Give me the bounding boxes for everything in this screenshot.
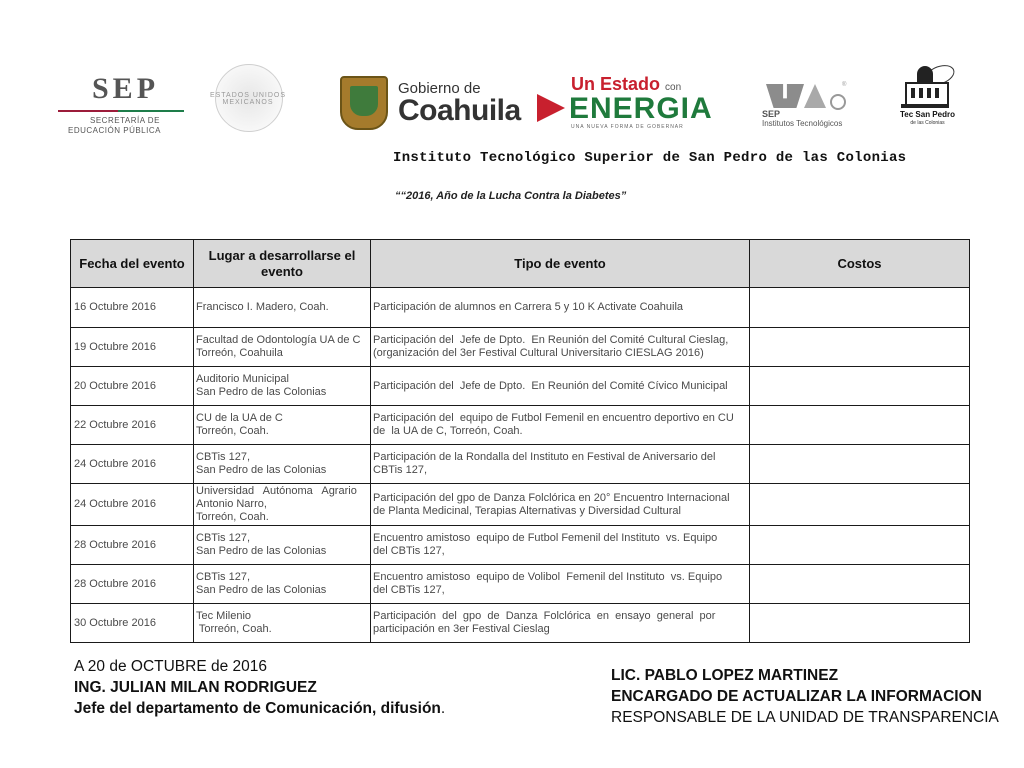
tec-san-pedro-logo — [895, 66, 960, 134]
coahuila-logo-big: Coahuila — [398, 94, 521, 127]
cell-tipo-line: Participación del gpo de Danza Folclórica en 20° Encuentro Internacional — [373, 491, 730, 504]
sep-institutos-logo — [762, 80, 852, 132]
cell-tipo-line: CBTis 127, — [373, 464, 428, 476]
sep-it-word: SEP — [762, 109, 781, 119]
sep-logo-subtitle — [68, 116, 161, 136]
cell-costos — [750, 565, 970, 604]
cell-lugar — [194, 406, 371, 445]
footer-right-role2: RESPONSABLE DE LA UNIDAD DE TRANSPARENCIA — [611, 709, 999, 726]
sep-institutos-text — [762, 110, 842, 128]
cell-tipo-line: Participación del Jefe de Dpto. En Reunión del Comité Cultural Cieslag, — [373, 334, 729, 346]
table-header-row — [71, 240, 970, 288]
cell-fecha: 22 Octubre 2016 — [71, 406, 194, 445]
building-base — [901, 104, 949, 108]
cell-tipo-line: de Planta Medicinal, Terapias Alternativas y Diversidad Cultural — [373, 504, 681, 517]
cell-lugar-line: Torreón, Coah. — [196, 425, 269, 437]
footer-left-signature — [74, 656, 445, 719]
tec-san-pedro-name: Tec San Pedro — [900, 110, 955, 119]
tecnm-shape-icon — [766, 84, 804, 108]
cell-fecha: 16 Octubre 2016 — [71, 288, 194, 328]
cell-lugar-line: San Pedro de las Colonias — [196, 386, 327, 398]
cell-tipo-line: participación en 3er Festival Cieslag — [373, 623, 550, 635]
registered-mark: ® — [842, 82, 847, 88]
cell-costos — [750, 526, 970, 565]
cell-lugar-line: CU de la UA de C — [196, 412, 283, 424]
footer-left-name: ING. JULIAN MILAN RODRIGUEZ — [74, 679, 317, 696]
cell-lugar — [194, 328, 371, 367]
cell-tipo-line: Encuentro amistoso equipo de Volibol Femenil del Instituto vs. Equipo — [373, 571, 723, 583]
cell-costos — [750, 328, 970, 367]
cell-lugar — [194, 288, 371, 328]
energia-logo-sub: UNA NUEVA FORMA DE GOBERNAR — [571, 124, 684, 130]
cell-fecha: 24 Octubre 2016 — [71, 484, 194, 526]
energia-arrow-icon — [537, 94, 565, 122]
sep-logo-line-green — [118, 110, 184, 112]
coahuila-shield-icon — [340, 76, 388, 130]
table-row — [71, 406, 970, 445]
cell-lugar-line: Torreón, Coah. — [196, 623, 272, 635]
table-body — [71, 288, 970, 643]
cell-tipo — [371, 445, 750, 484]
cell-lugar-line: CBTis 127, — [196, 532, 251, 544]
cell-fecha: 28 Octubre 2016 — [71, 526, 194, 565]
cell-lugar — [194, 526, 371, 565]
coahuila-logo-small: Gobierno de — [398, 80, 481, 97]
sep-logo-sub-2: EDUCACIÓN PÚBLICA — [68, 126, 161, 135]
footer-left-role-end: . — [440, 700, 446, 717]
cell-costos — [750, 445, 970, 484]
year-motto: ““2016, Año de la Lucha Contra la Diabetes” — [395, 190, 627, 202]
cell-lugar-line: Torreón, Coah. — [196, 511, 269, 523]
cell-costos — [750, 288, 970, 328]
table-row — [71, 328, 970, 367]
cell-lugar-line: San Pedro de las Colonias — [196, 545, 327, 557]
table-row — [71, 526, 970, 565]
cell-tipo-line: del CBTis 127, — [373, 584, 445, 596]
table-row — [71, 445, 970, 484]
table-row — [71, 288, 970, 328]
cell-fecha: 20 Octubre 2016 — [71, 367, 194, 406]
sep-logo — [58, 72, 188, 135]
table-row — [71, 367, 970, 406]
cell-lugar — [194, 604, 371, 643]
cell-tipo — [371, 328, 750, 367]
header-costos: Costos — [750, 240, 970, 288]
cell-tipo — [371, 288, 750, 328]
cell-lugar-line: Auditorio Municipal — [196, 373, 289, 385]
gear-icon — [830, 94, 846, 110]
cell-lugar-line: Francisco I. Madero, Coah. — [196, 301, 329, 313]
cell-lugar — [194, 445, 371, 484]
cell-lugar — [194, 367, 371, 406]
cell-tipo-line: de la UA de C, Torreón, Coah. — [373, 425, 523, 437]
cell-tipo-line: Participación de alumnos en Carrera 5 y 10 K Activate Coahuila — [373, 301, 684, 313]
gobierno-coahuila-logo — [340, 74, 520, 132]
cell-tipo — [371, 367, 750, 406]
footer-left-role-line — [74, 698, 445, 719]
escudo-text: ESTADOS UNIDOS MEXICANOS — [209, 92, 287, 106]
logo-strip — [55, 60, 965, 140]
cell-costos — [750, 604, 970, 643]
cell-lugar-line: Universidad Autónoma Agrario — [196, 485, 357, 497]
cell-tipo-line: Participación del Jefe de Dpto. En Reunión del Comité Cívico Municipal — [373, 379, 728, 392]
cell-tipo — [371, 604, 750, 643]
tec-san-pedro-sub: de las Colonias — [910, 120, 945, 126]
cell-lugar-line: CBTis 127, — [196, 451, 251, 463]
header-fecha: Fecha del evento — [71, 240, 194, 288]
cell-lugar — [194, 565, 371, 604]
energia-logo-big: ENERGIA — [569, 92, 713, 125]
cell-costos — [750, 367, 970, 406]
cell-lugar-line: Facultad de Odontología UA de C — [196, 334, 361, 346]
cell-costos — [750, 484, 970, 526]
table-row — [71, 604, 970, 643]
cell-tipo — [371, 526, 750, 565]
cell-tipo-line: del CBTis 127, — [373, 545, 445, 557]
cell-lugar-line: Antonio Narro, — [196, 498, 267, 510]
header-tipo: Tipo de evento — [371, 240, 750, 288]
cell-tipo-line: (organización del 3er Festival Cultural Universitario CIESLAG 2016) — [373, 347, 704, 359]
cell-fecha: 19 Octubre 2016 — [71, 328, 194, 367]
cell-tipo-line: Participación del equipo de Futbol Femenil en encuentro deportivo en CU — [373, 412, 734, 424]
cell-lugar-line: Tec Milenio — [196, 610, 252, 622]
sep-logo-word: SEP — [92, 72, 160, 105]
cell-lugar — [194, 484, 371, 526]
footer-left-role: Jefe del departamento de Comunicación, difusión — [74, 700, 441, 717]
cell-lugar-line: San Pedro de las Colonias — [196, 464, 327, 476]
cell-fecha: 30 Octubre 2016 — [71, 604, 194, 643]
cell-tipo-line: Encuentro amistoso equipo de Futbol Femenil del Instituto vs. Equipo — [373, 532, 718, 544]
table-row — [71, 565, 970, 604]
institute-title: Instituto Tecnológico Superior de San Pedro de las Colonias — [393, 150, 907, 166]
cell-lugar-line: San Pedro de las Colonias — [196, 584, 327, 596]
footer-right-signature — [611, 665, 999, 728]
cell-lugar-line: CBTis 127, — [196, 571, 251, 583]
header-lugar: Lugar a desarrollarse el evento — [194, 240, 371, 288]
cell-tipo — [371, 406, 750, 445]
dome-icon — [917, 66, 933, 82]
cell-fecha: 24 Octubre 2016 — [71, 445, 194, 484]
sep-it-sub: Institutos Tecnológicos — [762, 119, 843, 128]
cell-tipo-line: Participación de la Rondalla del Instituto en Festival de Aniversario del — [373, 451, 716, 463]
energia-top-con: con — [665, 82, 682, 93]
cell-fecha: 28 Octubre 2016 — [71, 565, 194, 604]
footer-right-role1: ENCARGADO DE ACTUALIZAR LA INFORMACION — [611, 688, 982, 705]
energia-top-text: Un Estado — [571, 74, 661, 94]
cell-costos — [750, 406, 970, 445]
sep-logo-sub-1: SECRETARÍA DE — [90, 116, 160, 125]
cell-tipo — [371, 565, 750, 604]
tecnm-shape2-icon — [804, 84, 826, 108]
footer-date: A 20 de OCTUBRE de 2016 — [74, 658, 268, 675]
cell-tipo-line: Participación del gpo de Danza Folclórica en ensayo general por — [373, 610, 716, 622]
estado-energia-logo — [537, 74, 717, 132]
escudo-nacional-logo — [203, 64, 293, 136]
footer-right-name: LIC. PABLO LOPEZ MARTINEZ — [611, 667, 839, 684]
events-table — [70, 239, 970, 643]
cell-lugar-line: Torreón, Coahuila — [196, 347, 283, 359]
table-row — [71, 484, 970, 526]
cell-tipo — [371, 484, 750, 526]
